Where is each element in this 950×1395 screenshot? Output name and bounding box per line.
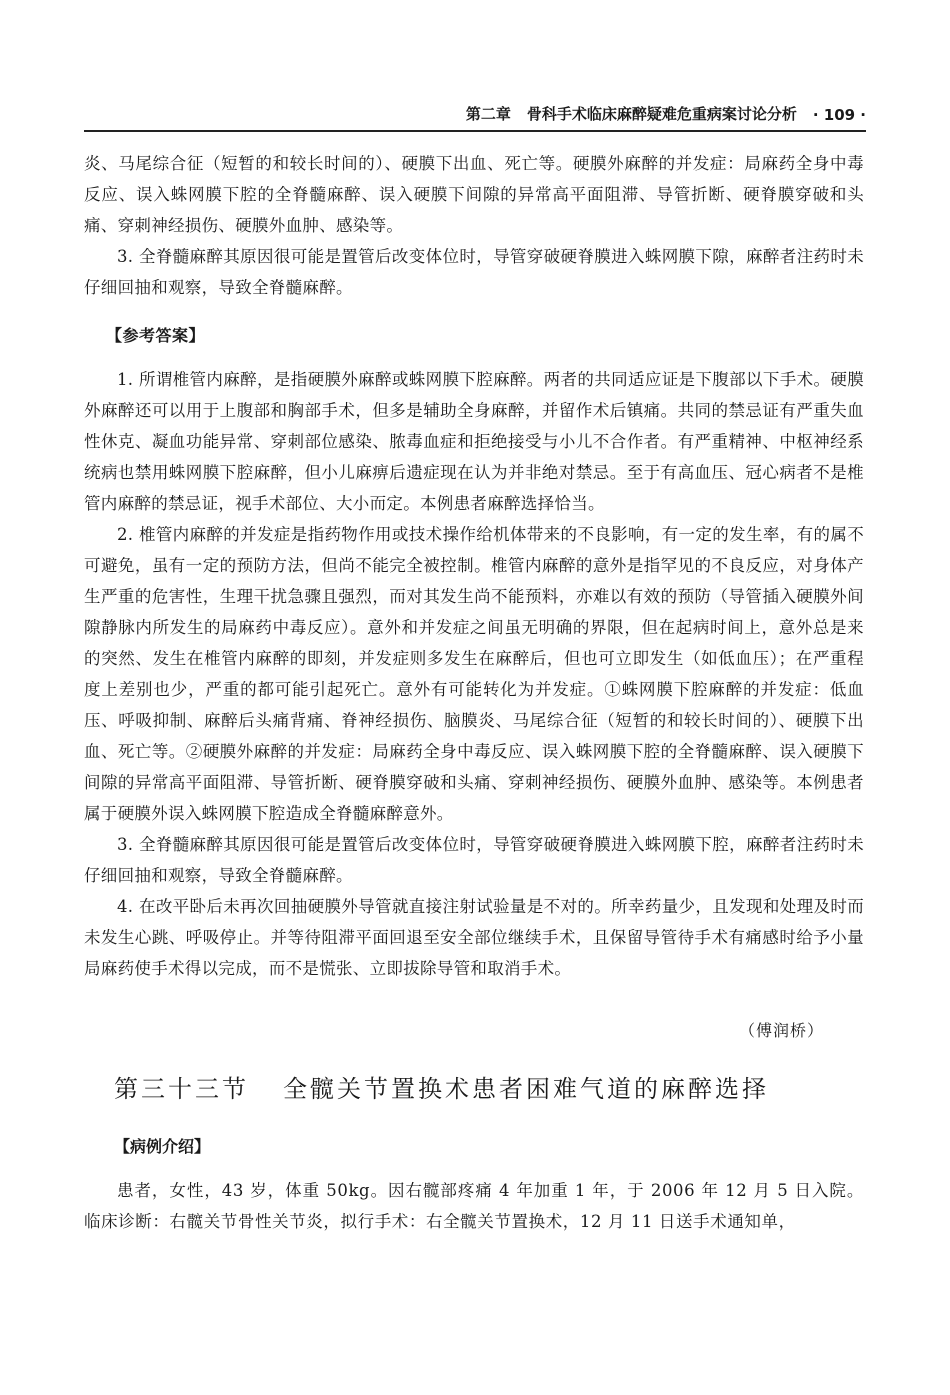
section-heading	[114, 1069, 864, 1104]
author-credit: （傅润桥）	[738, 1021, 824, 1040]
answer-paragraph-4: 4. 在改平卧后未再次回抽硬膜外导管就直接注射试验量是不对的。所幸药量少，且发现和处理及时而未发生心跳、呼吸停止。并等待阻滞平面回退至安全部位继续手术，且保留导管待手术有痛感时给予小量局麻药使手术得以完成，而不是慌张、立即拔除导管和取消手术。	[84, 897, 864, 978]
answer-paragraph-1: 1. 所谓椎管内麻醉，是指硬膜外麻醉或蛛网膜下腔麻醉。两者的共同适应证是下腹部以下手术。硬膜外麻醉还可以用于上腹部和胸部手术，但多是辅助全身麻醉，并留作术后镇痛。共同的禁忌证有严重失血性休克、凝血功能异常、穿刺部位感染、脓毒血症和拒绝接受与小儿不合作者。有严重精神、中枢神经系统病也禁用蛛网膜下腔麻醉，但小儿麻痹后遗症现在认为并非绝对禁忌。至于有高血压、冠心病者不是椎管内麻醉的禁忌证，视手术部位、大小而定。本例患者麻醉选择恰当。	[84, 370, 864, 513]
answer-paragraph-3: 3. 全脊髓麻醉其原因很可能是置管后改变体位时，导管穿破硬脊膜进入蛛网膜下腔，麻醉者注药时未仔细回抽和观察，导致全脊髓麻醉。	[84, 835, 864, 885]
case-intro-heading: 【病例介绍】	[114, 1137, 211, 1156]
section-number: 第三十三节	[114, 1075, 249, 1103]
header-title: 骨科手术临床麻醉疑难危重病案讨论分析	[526, 105, 797, 123]
page-number: · 109 ·	[812, 106, 866, 124]
header-chapter: 第二章	[465, 105, 511, 123]
page-body	[84, 148, 864, 1237]
running-header	[84, 100, 866, 132]
answer-paragraph-2: 2. 椎管内麻醉的并发症是指药物作用或技术操作给机体带来的不良影响，有一定的发生率，有的属不可避免，虽有一定的预防方法，但尚不能完全被控制。椎管内麻醉的意外是指罕见的不良反应，对身体产生严重的危害性，生理干扰急骤且强烈，而对其发生尚不能预料，亦难以有效的预防（导管插入硬膜外间隙静脉内所发生的局麻药中毒反应）。意外和并发症之间虽无明确的界限，但在起病时间上，意外总是来的突然、发生在椎管内麻醉的即刻，并发症则多发生在麻醉后，但也可立即发生（如低血压）；在严重程度上差别也少，严重的都可能引起死亡。意外有可能转化为并发症。①蛛网膜下腔麻醉的并发症：低血压、呼吸抑制、麻醉后头痛背痛、脊神经损伤、脑膜炎、马尾综合征（短暂的和较长时间的）、硬膜下出血、死亡等。②硬膜外麻醉的并发症：局麻药全身中毒反应、误入蛛网膜下腔的全脊髓麻醉、误入硬膜下间隙的异常高平面阻滞、导管折断、硬脊膜穿破和头痛、穿刺神经损伤、硬膜外血肿、感染等。本例患者属于硬膜外误入蛛网膜下腔造成全脊髓麻醉意外。	[84, 525, 864, 823]
intro-paragraph-3: 3. 全脊髓麻醉其原因很可能是置管后改变体位时，导管穿破硬脊膜进入蛛网膜下隙，麻醉者注药时未仔细回抽和观察，导致全脊髓麻醉。	[84, 247, 864, 297]
intro-paragraph-continued: 炎、马尾综合征（短暂的和较长时间的）、硬膜下出血、死亡等。硬膜外麻醉的并发症：局麻药全身中毒反应、误入蛛网膜下腔的全脊髓麻醉、误入硬膜下间隙的异常高平面阻滞、导管折断、硬脊膜穿破和头痛、穿刺神经损伤、硬膜外血肿、感染等。	[84, 154, 864, 235]
section-title: 全髋关节置换术患者困难气道的麻醉选择	[283, 1075, 769, 1103]
reference-answer-heading: 【参考答案】	[106, 326, 206, 345]
case-paragraph: 患者，女性，43 岁，体重 50kg。因右髋部疼痛 4 年加重 1 年，于 2006 年 12 月 5 日入院。临床诊断：右髋关节骨性关节炎，拟行手术：右全髋关节置换术，12 月 11 日送手术通知单，	[84, 1181, 864, 1231]
